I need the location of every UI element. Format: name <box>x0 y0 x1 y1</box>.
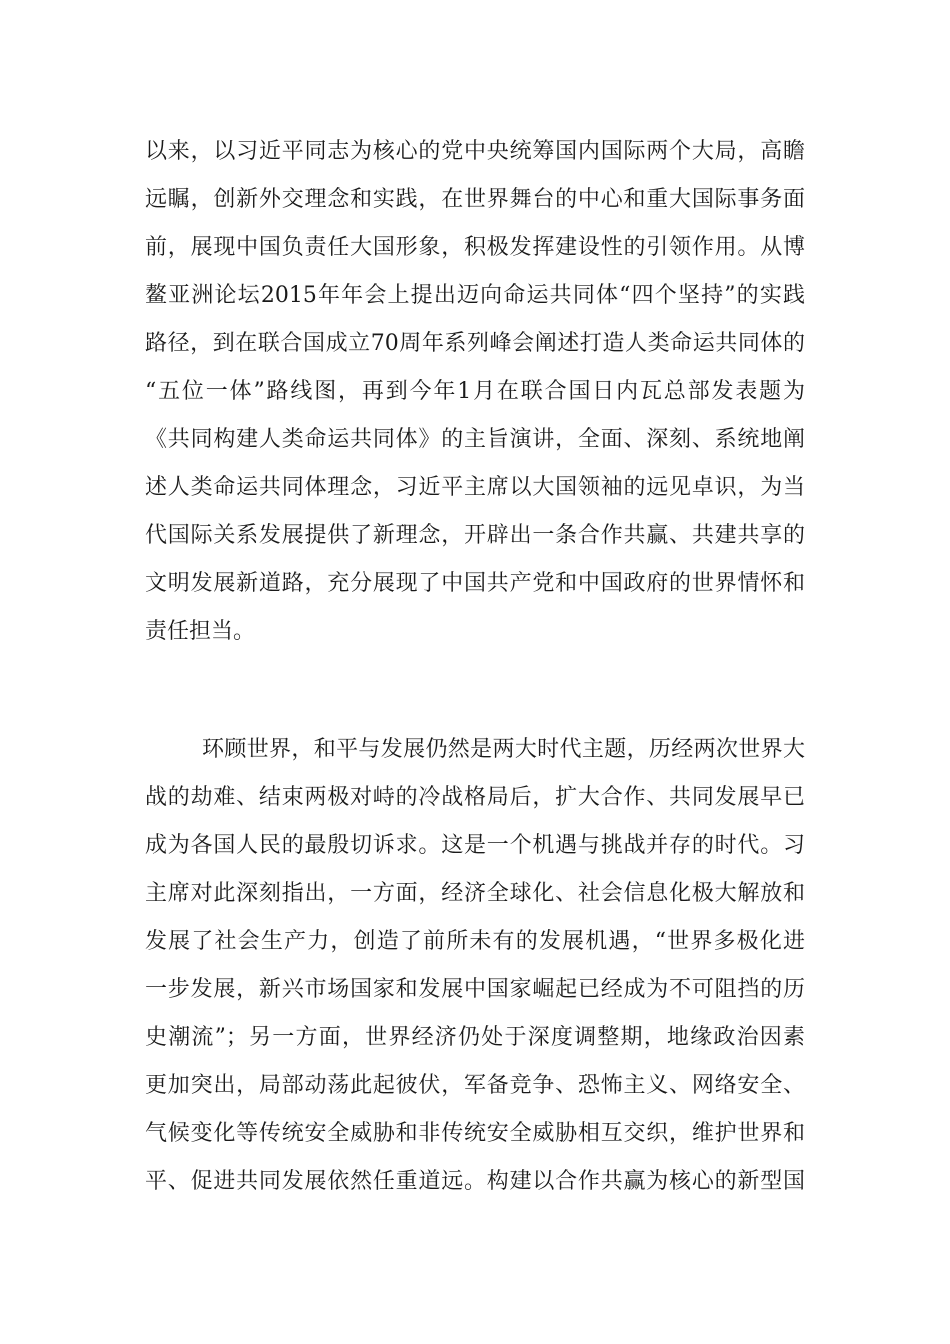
paragraph-line: 鳌亚洲论坛2015年年会上提出迈向命运共同体“四个坚持”的实践 <box>145 283 805 308</box>
paragraph-line: 战的劫难、结束两极对峙的冷战格局后，扩大合作、共同发展早已 <box>145 785 805 810</box>
paragraph-line: 平、促进共同发展依然任重道远。构建以合作共赢为核心的新型国 <box>145 1169 805 1194</box>
paragraph-line: 文明发展新道路，充分展现了中国共产党和中国政府的世界情怀和 <box>145 571 805 596</box>
paragraph-line: 气候变化等传统安全威胁和非传统安全威胁相互交织，维护世界和 <box>145 1121 805 1146</box>
paragraph-line: 前，展现中国负责任大国形象，积极发挥建设性的引领作用。从博 <box>145 235 805 260</box>
paragraph-line: 环顾世界，和平与发展仍然是两大时代主题，历经两次世界大 <box>202 737 805 762</box>
paragraph-line: “五位一体”路线图，再到今年1月在联合国日内瓦总部发表题为 <box>145 379 805 404</box>
paragraph-line: 成为各国人民的最殷切诉求。这是一个机遇与挑战并存的时代。习 <box>145 833 805 858</box>
paragraph-line: 以来，以习近平同志为核心的党中央统筹国内国际两个大局，高瞻 <box>145 139 805 164</box>
paragraph-line: 述人类命运共同体理念，习近平主席以大国领袖的远见卓识，为当 <box>145 475 805 500</box>
paragraph-line: 发展了社会生产力，创造了前所未有的发展机遇，“世界多极化进 <box>145 929 805 954</box>
paragraph-line: 一步发展，新兴市场国家和发展中国家崛起已经成为不可阻挡的历 <box>145 977 805 1002</box>
paragraph-line: 路径，到在联合国成立70周年系列峰会阐述打造人类命运共同体的 <box>145 331 805 356</box>
paragraph-line: 代国际关系发展提供了新理念，开辟出一条合作共赢、共建共享的 <box>145 523 805 548</box>
paragraph-line: 更加突出，局部动荡此起彼伏，军备竞争、恐怖主义、网络安全、 <box>145 1073 805 1098</box>
paragraph-line: 远瞩，创新外交理念和实践，在世界舞台的中心和重大国际事务面 <box>145 187 805 212</box>
paragraph-line: 主席对此深刻指出，一方面，经济全球化、社会信息化极大解放和 <box>145 881 805 906</box>
paragraph-line: 《共同构建人类命运共同体》的主旨演讲，全面、深刻、系统地阐 <box>145 427 805 452</box>
paragraph-line: 史潮流”；另一方面，世界经济仍处于深度调整期，地缘政治因素 <box>145 1025 805 1050</box>
paragraph-line: 责任担当。 <box>145 619 256 644</box>
